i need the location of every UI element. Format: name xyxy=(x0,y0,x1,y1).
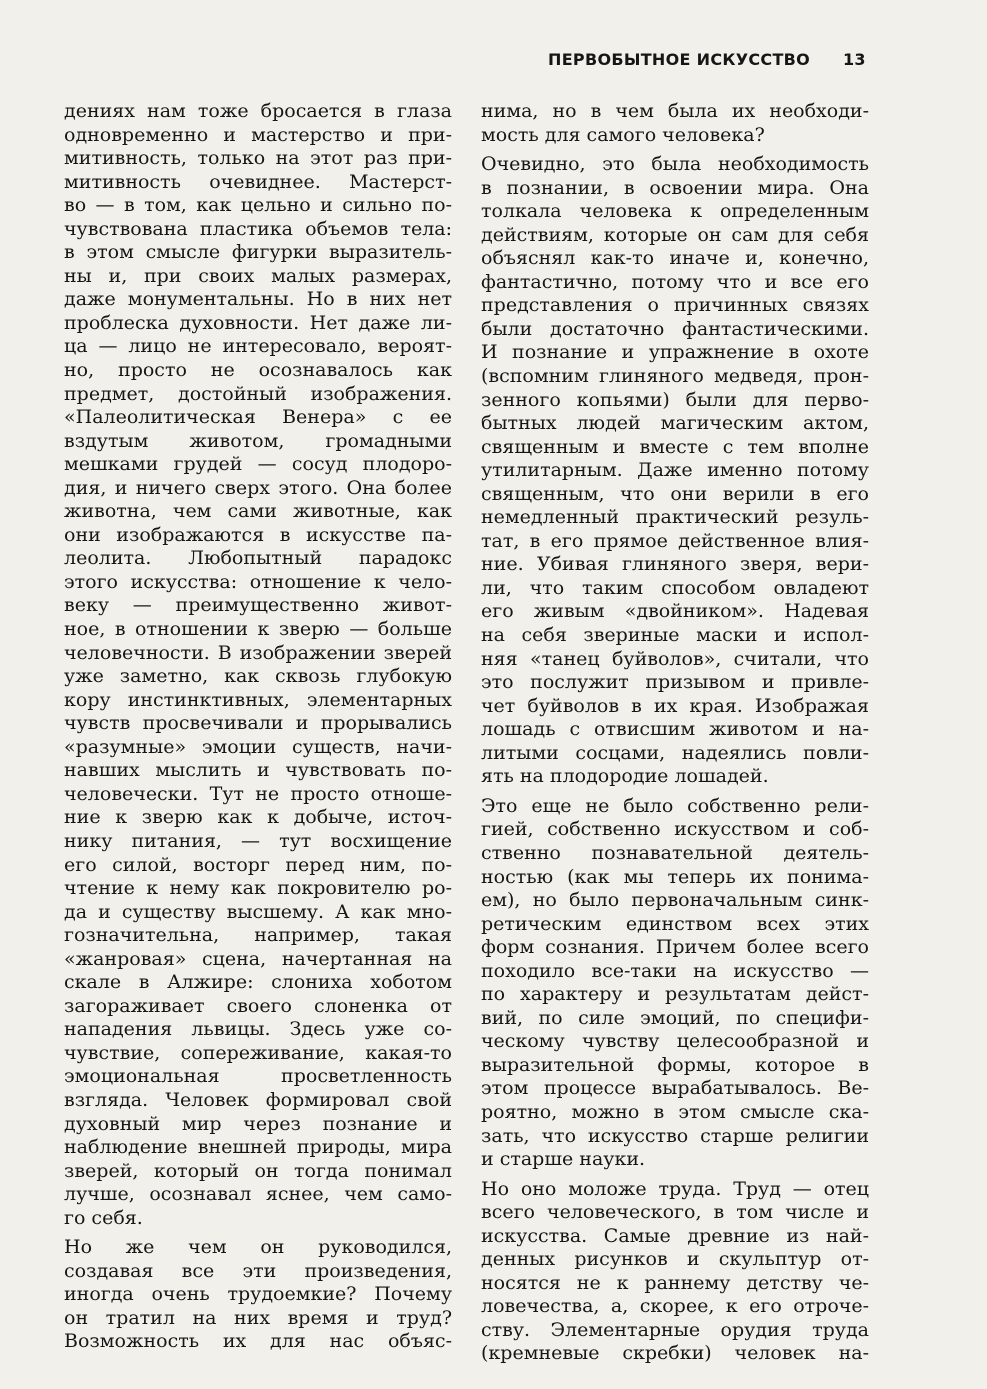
text-line: чет буйволов в их края. Изображая xyxy=(481,694,869,717)
text-line: Это еще не было собственно рели- xyxy=(481,794,869,817)
text-line: (вспомним глиняного медведя, прон- xyxy=(481,365,869,388)
text-line: уже заметно, как сквозь глубокую xyxy=(64,665,452,688)
text-line: навших мыслить и чувствовать по- xyxy=(64,759,452,782)
text-line: да и существу высшему. А как мно- xyxy=(64,900,452,923)
text-line: чувствие, сопереживание, какая-то xyxy=(64,1041,452,1064)
text-line: лошадь с отвисшим животом и на- xyxy=(481,718,869,741)
text-line: были достаточно фантастическими. xyxy=(481,317,869,340)
text-line: И познание и упражнение в охоте xyxy=(481,341,869,364)
text-line: ять на плодородие лошадей. xyxy=(481,765,769,788)
text-line: роятно, можно в этом смысле ска- xyxy=(481,1100,869,1123)
text-line: на себя звериные маски и испол- xyxy=(481,624,869,647)
text-line: искусства. Самые древние из най- xyxy=(481,1224,869,1247)
text-line: ретическим единством всех этих xyxy=(481,912,869,935)
text-line: его силой, восторг перед ним, по- xyxy=(64,853,452,876)
text-line: предмет, достойный изображения. xyxy=(64,382,452,405)
text-line: объяснял как-то иначе и, конечно, xyxy=(481,247,869,270)
text-line: одновременно и мастерство и при- xyxy=(64,123,452,146)
text-line: ству. Элементарные орудия труда xyxy=(481,1318,869,1341)
text-line: священным, что они верили в его xyxy=(481,482,869,505)
text-line: даже монументальны. Но в них нет xyxy=(64,288,452,311)
text-line: чувств просвечивали и прорывались xyxy=(64,712,452,735)
text-line: Возможность их для нас объяс- xyxy=(64,1330,452,1353)
text-line: нику питания, — тут восхищение xyxy=(64,829,452,852)
text-line: «разумные» эмоции существ, начи- xyxy=(64,735,452,758)
text-line: ное, в отношении к зверю — больше xyxy=(64,618,452,641)
text-line: по характеру и результатам дейст- xyxy=(481,983,869,1006)
text-line: взгляда. Человек формировал свой xyxy=(64,1088,452,1111)
text-line: в этом смысле фигурки выразитель- xyxy=(64,241,452,264)
text-line: денных рисунков и скульптур от- xyxy=(481,1248,869,1271)
text-line: утилитарным. Даже именно потому xyxy=(481,459,869,482)
text-line: кору инстинктивных, элементарных xyxy=(64,688,452,711)
text-line: фантастично, потому что и все его xyxy=(481,270,869,293)
text-line: ние к зверю как к добыче, источ- xyxy=(64,806,452,829)
text-line: но, просто не осознавалось как xyxy=(64,359,452,382)
text-line: всего человеческого, в том числе и xyxy=(481,1201,869,1224)
text-line: нападения львицы. Здесь уже со- xyxy=(64,1018,452,1041)
text-line: в познании, в освоении мира. Она xyxy=(481,176,869,199)
text-line: «Палеолитическая Венера» с ее xyxy=(64,406,452,429)
text-line: няя «танец буйволов», считали, что xyxy=(481,647,869,670)
text-line: вздутым животом, громадными xyxy=(64,429,452,452)
text-line: скале в Алжире: слониха хоботом xyxy=(64,971,452,994)
text-line: форм сознания. Причем более всего xyxy=(481,936,869,959)
running-title: ПЕРВОБЫТНОЕ ИСКУССТВО xyxy=(548,50,811,69)
text-line: тат, в его прямое действенное влия- xyxy=(481,529,869,552)
text-line: наблюдение внешней природы, мира xyxy=(64,1136,452,1159)
text-line: чувствована пластика объемов тела: xyxy=(64,217,452,240)
text-line: «жанровая» сцена, начертанная на xyxy=(64,947,452,970)
text-line: животна, чем сами животные, как xyxy=(64,500,452,523)
text-line: дия, и ничего сверх этого. Она более xyxy=(64,476,452,499)
page-number: 13 xyxy=(843,50,866,69)
text-line: немедленный практический резуль- xyxy=(481,506,869,529)
text-line: носятся не к раннему детству че- xyxy=(481,1271,869,1294)
text-line: гозначительна, например, такая xyxy=(64,924,452,947)
text-line: ностью (как мы теперь их понима- xyxy=(481,865,869,888)
text-line: и старше науки. xyxy=(481,1148,646,1171)
text-line: действиям, которые он сам для себя xyxy=(481,223,869,246)
text-line: митивность, только на этот раз при- xyxy=(64,147,452,170)
text-line: нима, но в чем была их необходи- xyxy=(481,100,869,122)
text-line: чтение к нему как покровителю ро- xyxy=(64,877,452,900)
text-line: проблеска духовности. Нет даже ли- xyxy=(64,311,452,334)
text-line: Но оно моложе труда. Труд — отец xyxy=(481,1177,869,1200)
text-line: загораживает своего слоненка от xyxy=(64,994,452,1017)
paragraph xyxy=(64,100,452,1230)
text-line: (кремневые скребки) человек на- xyxy=(481,1342,869,1365)
text-line: мость для самого человека? xyxy=(481,123,765,146)
paragraph xyxy=(64,1236,452,1354)
text-line: Очевидно, это была необходимость xyxy=(481,153,869,176)
text-line: ловечества, а, скорее, к его отроче- xyxy=(481,1295,869,1318)
paragraph xyxy=(481,153,869,789)
text-line: дениях нам тоже бросается в глаза xyxy=(64,100,452,122)
text-line: духовный мир через познание и xyxy=(64,1112,452,1135)
text-line: мешками грудей — сосуд плодоро- xyxy=(64,453,452,476)
left-text-column xyxy=(64,100,452,1354)
text-line: митивность очевиднее. Мастерст- xyxy=(64,170,452,193)
text-line: его живым «двойником». Надевая xyxy=(481,600,869,623)
text-line: священным и вместе с тем вполне xyxy=(481,435,869,458)
text-line: ца — лицо не интересовало, вероят- xyxy=(64,335,452,358)
text-line: иногда очень трудоемкие? Почему xyxy=(64,1283,452,1306)
text-line: ческому чувству целесообразной и xyxy=(481,1030,869,1053)
text-line: вий, по силе эмоций, по специфи- xyxy=(481,1006,869,1029)
text-line: зверей, который он тогда понимал xyxy=(64,1159,452,1182)
text-line: эмоциональная просветленность xyxy=(64,1065,452,1088)
paragraph xyxy=(481,1178,869,1366)
text-line: лучше, осознавал яснее, чем само- xyxy=(64,1183,452,1206)
right-text-column xyxy=(481,100,869,1366)
text-line: выразительной формы, которое в xyxy=(481,1053,869,1076)
text-line: это послужит призывом и привле- xyxy=(481,671,869,694)
text-line: толкала человека к определенным xyxy=(481,200,869,223)
text-line: этого искусства: отношение к чело- xyxy=(64,570,452,593)
text-line: человечески. Тут не просто отноше- xyxy=(64,782,452,805)
text-line: ли, что таким способом овладеют xyxy=(481,576,869,599)
text-line: Но же чем он руководился, xyxy=(64,1236,452,1259)
paragraph xyxy=(481,795,869,1172)
text-line: литыми сосцами, надеялись повли- xyxy=(481,741,869,764)
text-line: во — в том, как цельно и сильно по- xyxy=(64,194,452,217)
text-line: ем), но было первоначальным синк- xyxy=(481,889,869,912)
text-line: веку — преимущественно живот- xyxy=(64,594,452,617)
text-line: леолита. Любопытный парадокс xyxy=(64,547,452,570)
running-header xyxy=(548,50,867,69)
text-line: ние. Убивая глиняного зверя, вери- xyxy=(481,553,869,576)
text-line: ственно познавательной деятель- xyxy=(481,841,869,864)
text-line: этом процессе вырабатывалось. Ве- xyxy=(481,1077,869,1100)
text-line: го себя. xyxy=(64,1206,143,1229)
text-line: они изображаются в искусстве па- xyxy=(64,523,452,546)
text-line: походило все-таки на искусство — xyxy=(481,959,869,982)
paragraph xyxy=(481,100,869,147)
text-line: зать, что искусство старше религии xyxy=(481,1124,869,1147)
text-line: зенного копьями) были для перво- xyxy=(481,388,869,411)
text-line: он тратил на них время и труд? xyxy=(64,1306,452,1329)
text-line: представления о причинных связях xyxy=(481,294,869,317)
text-line: ны и, при своих малых размерах, xyxy=(64,264,452,287)
text-line: бытных людей магическим актом, xyxy=(481,412,869,435)
text-line: создавая все эти произведения, xyxy=(64,1259,452,1282)
text-line: человечности. В изображении зверей xyxy=(64,641,452,664)
text-line: гией, собственно искусством и соб- xyxy=(481,818,869,841)
